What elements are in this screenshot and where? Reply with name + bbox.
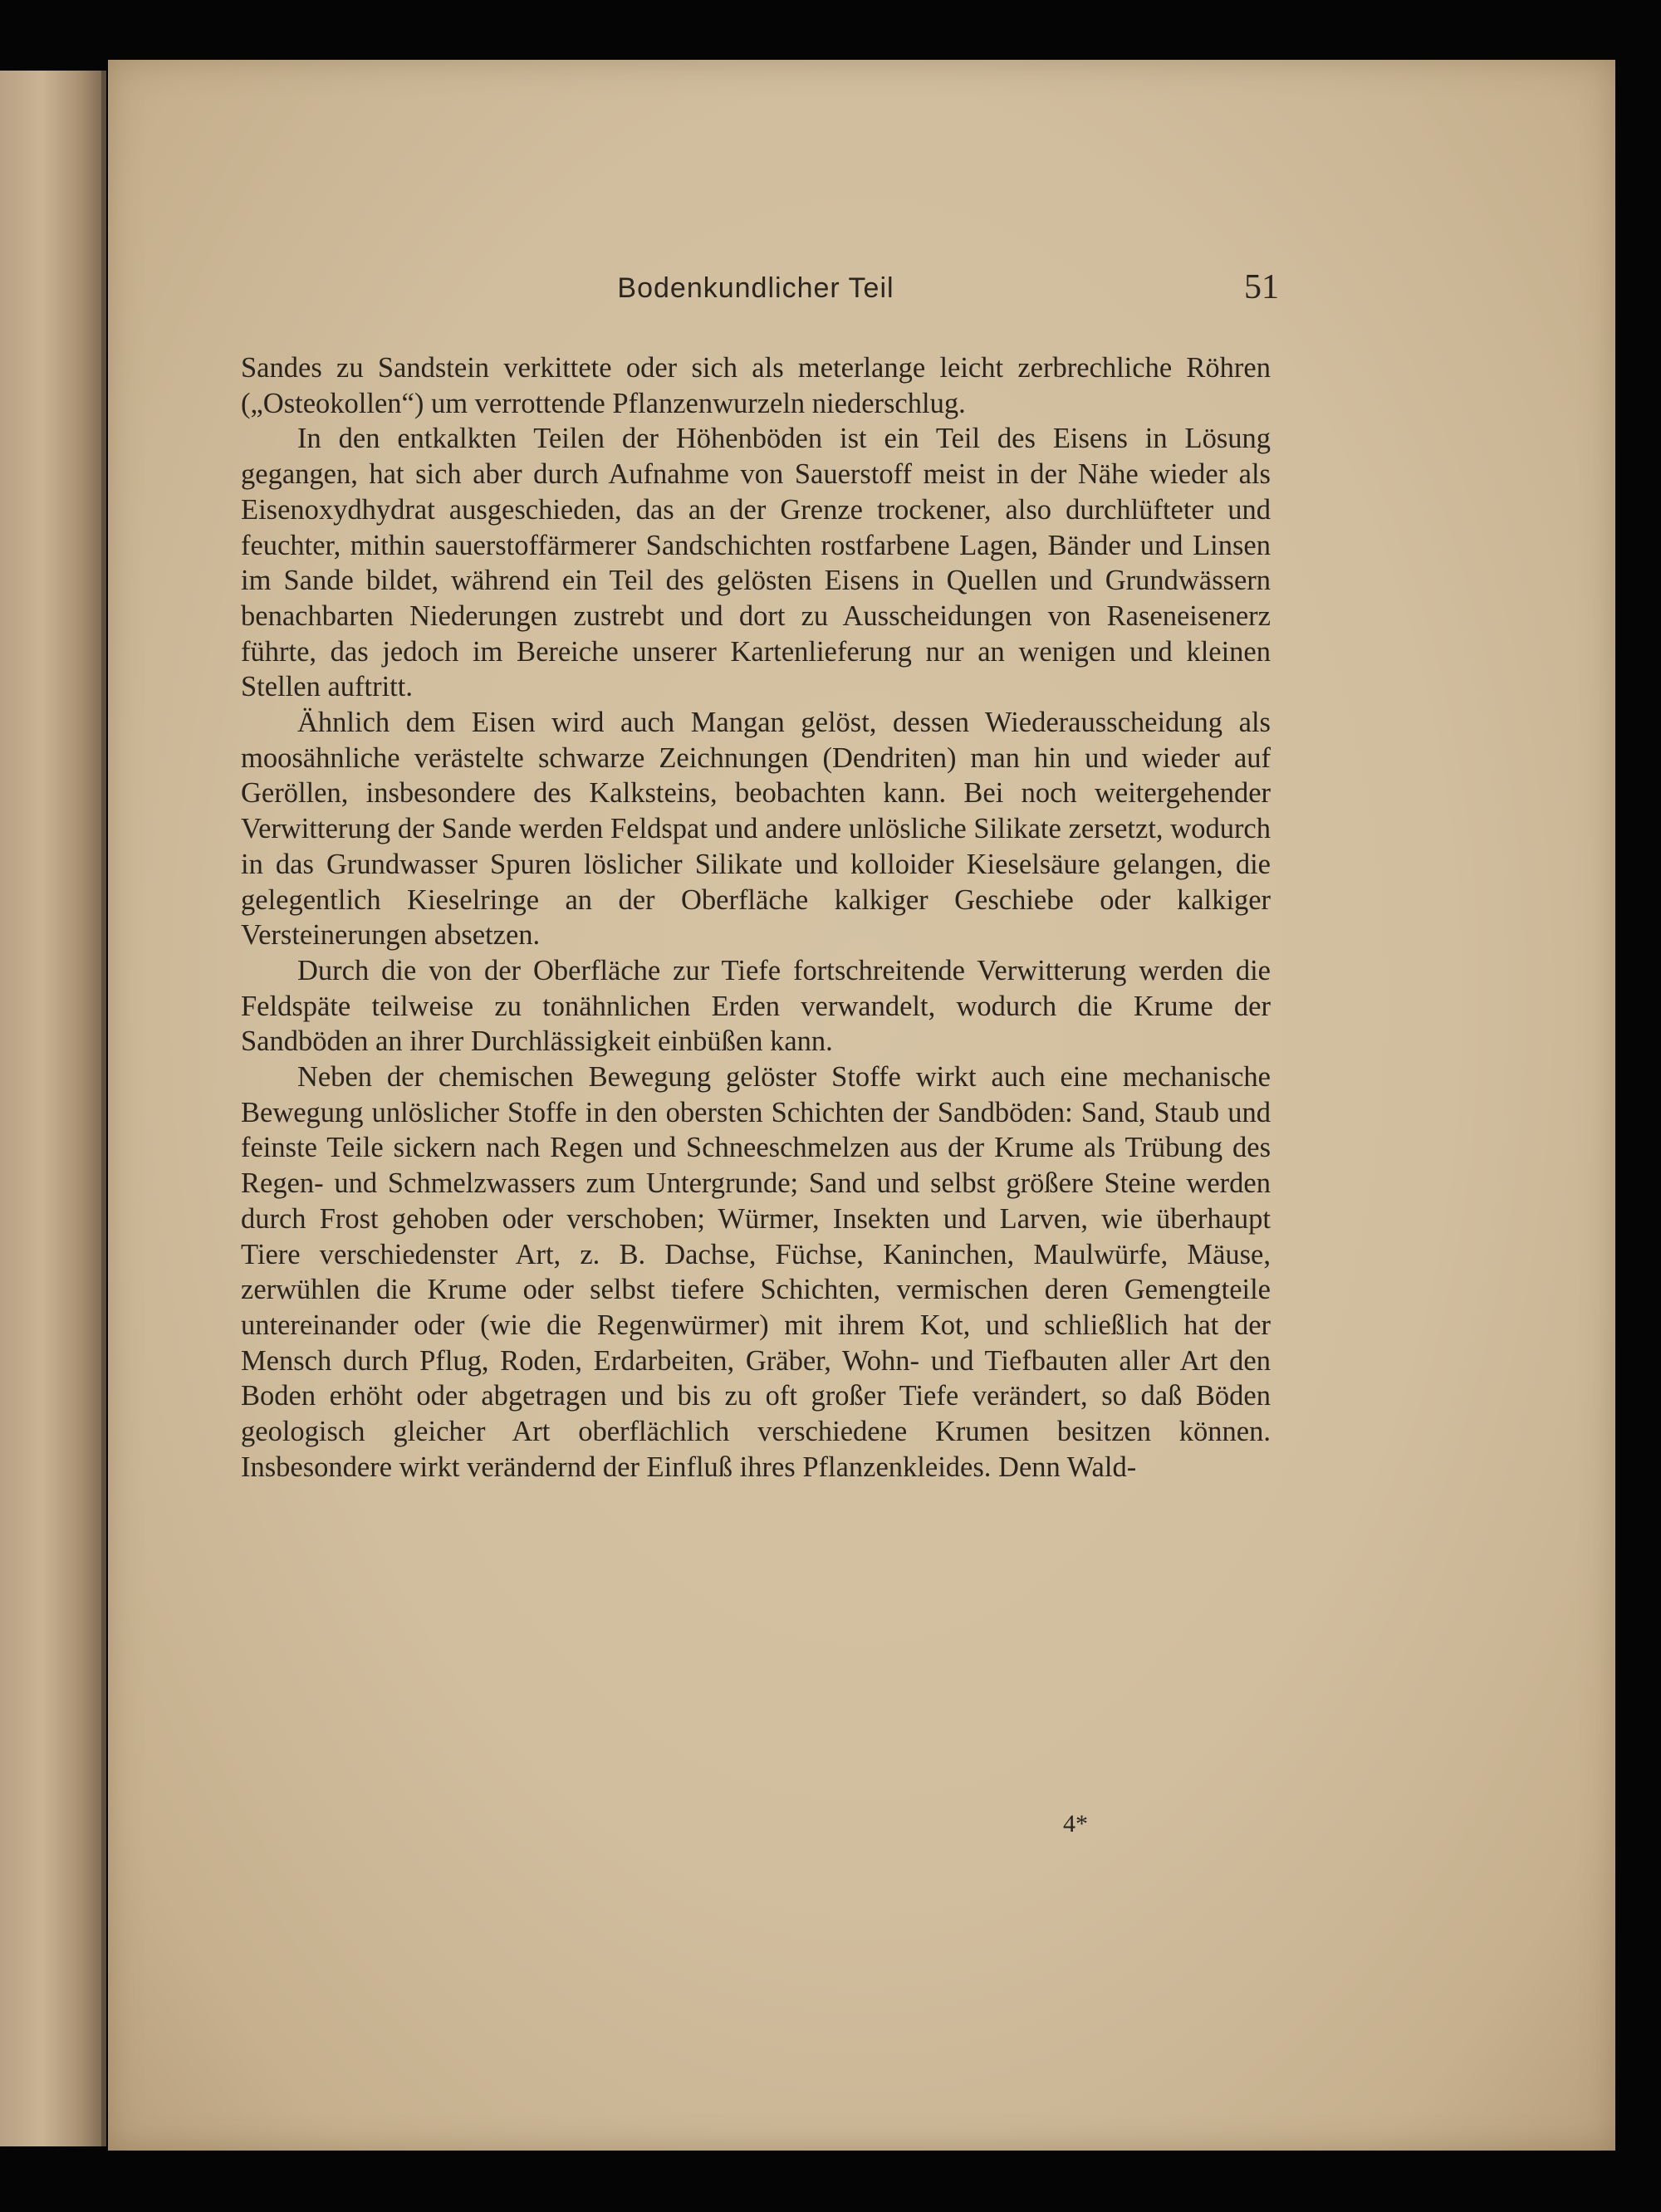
signature-mark: 4*	[1063, 1810, 1088, 1838]
paragraph-5: Neben der chemischen Bewegung gelöster Stoffe wirkt auch eine mechanische Bewegung unlöslicher Stoffe in den obersten Schichten der Sandböden: Sand, Staub und feinste Teile sickern nach Regen und Schneeschmelzen aus der Krume als Trübung des Regen- und Schmelzwassers zum Untergrunde; Sand und selbst größere Steine werden durch Frost gehoben oder verschoben; Würmer, Insekten und Larven, wie überhaupt Tiere verschiedenster Art, z. B. Dachse, Füchse, Kaninchen, Maulwürfe, Mäuse, zerwühlen die Krume oder selbst tiefere Schichten, vermischen deren Gemengteile untereinander oder (wie die Regenwürmer) mit ihrem Kot, und schließlich hat der Mensch durch Pflug, Roden, Erdarbeiten, Gräber, Wohn- und Tiefbauten aller Art den Boden erhöht oder abgetragen und bis zu oft großer Tiefe verändert, so daß Böden geologisch gleicher Art oberflächlich verschiedene Krumen besitzen können. Insbesondere wirkt verändernd der Einfluß ihres Pflanzenkleides. Denn Wald-	[241, 1061, 1271, 1483]
running-head-title: Bodenkundlicher Teil	[617, 272, 894, 304]
page-number: 51	[1244, 268, 1279, 306]
paragraph-2: In den entkalkten Teilen der Höhenböden ist ein Teil des Eisens in Lösung gegangen, hat sich aber durch Aufnahme von Sauerstoff meist in der Nähe wieder als Eisenoxydhydrat ausgeschieden, das an der Grenze trockener, also durchlüfteter und feuchter, mithin sauerstoffärmerer Sandschichten rostfarbene Lagen, Bänder und Linsen im Sande bildet, während ein Teil des gelösten Eisens in Quellen und Grundwässern benachbarten Niederungen zustrebt und dort zu Ausscheidungen von Raseneisenerz führte, das jedoch im Bereiche unserer Kartenlieferung nur an wenigen und kleinen Stellen auftritt.	[241, 423, 1271, 703]
paragraph-1: Sandes zu Sandstein verkittete oder sich als meterlange leicht zerbrechliche Röhren („Osteokollen“) um verrottende Pflanzenwurzeln niederschlug.	[241, 352, 1271, 419]
running-head	[241, 268, 1279, 322]
facing-page-edge	[0, 71, 106, 2146]
body-text	[241, 350, 1271, 1485]
paragraph-3: Ähnlich dem Eisen wird auch Mangan gelöst, dessen Wiederausscheidung als moosähnliche verästelte schwarze Zeichnungen (Dendriten) man hin und wieder auf Geröllen, insbesondere des Kalksteins, beobachten kann. Bei noch weitergehender Verwitterung der Sande werden Feldspat und andere unlösliche Silikate zersetzt, wodurch in das Grundwasser Spuren löslicher Silikate und kolloider Kieselsäure gelangen, die gelegentlich Kieselringe an der Oberfläche kalkiger Geschiebe oder kalkiger Versteinerungen absetzen.	[241, 707, 1271, 952]
paragraph-4: Durch die von der Oberfläche zur Tiefe fortschreitende Verwitterung werden die Feldspäte teilweise zu tonähnlichen Erden verwandelt, wodurch die Krume der Sandböden an ihrer Durchlässigkeit einbüßen kann.	[241, 954, 1271, 1058]
